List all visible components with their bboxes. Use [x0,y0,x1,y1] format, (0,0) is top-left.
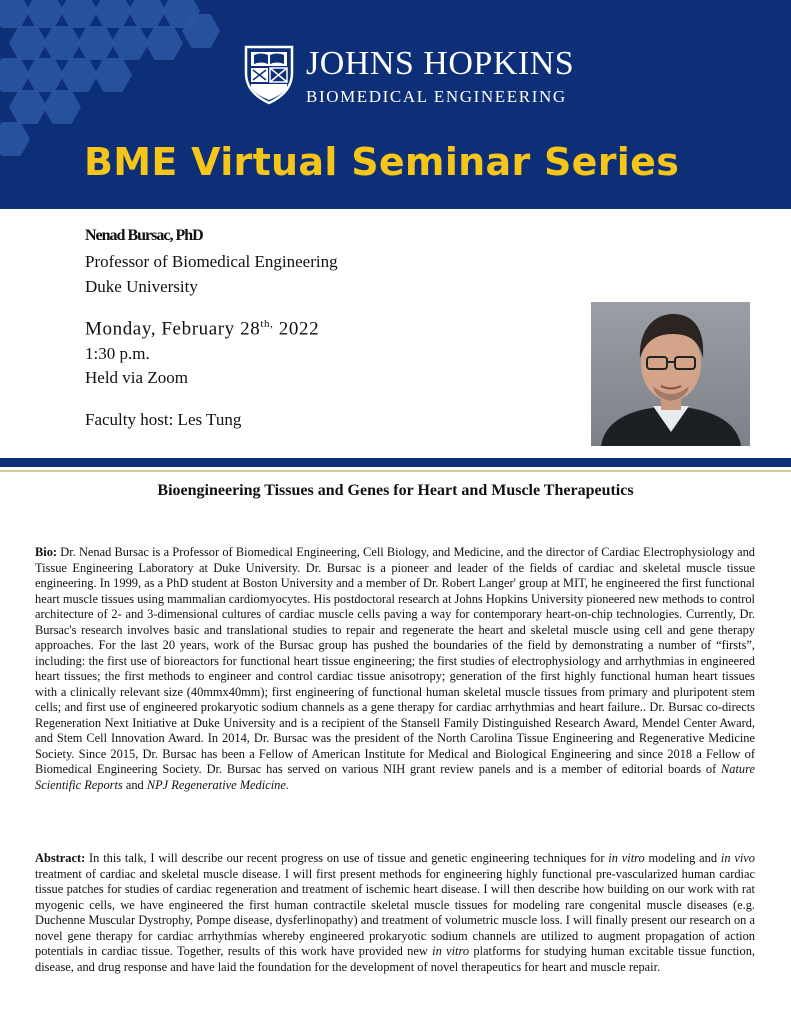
hexagon-decoration [145,26,183,60]
hexagon-decoration [111,26,149,60]
event-date [85,318,319,340]
hexagon-decoration [0,122,30,156]
speaker-portrait-illustration [591,302,750,446]
department-name: BIOMEDICAL ENGINEERING [306,87,567,106]
speaker-position: Professor of Biomedical Engineering [85,252,338,271]
hexagon-decoration [94,58,132,92]
hexagon-decoration [26,58,64,92]
hexagon-decoration [60,58,98,92]
abstract-text: modeling and [644,851,721,865]
bio-journal: Nature Scientific Reports [35,762,755,792]
abstract-emphasis: in vitro [608,851,645,865]
hexagon-decoration [77,26,115,60]
hexagon-decoration [26,0,64,28]
bio-text: Dr. Nenad Bursac is a Professor of Biomedical Engineering, Cell Biology, and Medicine, and the director of Cardiac Electrophysiology and Tissue Engineering Laboratory at Duke University. Dr. Bursac is a pioneer and leader of the fields of cardiac and skeletal muscle tissue engineering. In 1999, as a PhD student at Boston University and a member of Dr. Robert Langer' group at MIT, he engineered the first functional heart muscle tissues using mammalian cardiomyocytes. His postdoctoral research at Johns Hopkins University pioneered new methods to control architecture of 2- and 3-dimensional cultures of cardiac muscle cells paving a way for contemporary heart-on-chip technologies. Currently, Dr. Bursac's research involves basic and translational studies to repair and regenerate the heart and skeletal muscle using cell and gene therapy approaches. For the last 20 years, work of the Bursac group has pushed the boundaries of the field by demonstrating a number of “firsts”, including: the first use of bioreactors for functional heart tissue engineering; the first studies of electrophysiology and arrhythmias in engineered heart tissues; the first methods to engineer and control cardiac tissue anisotropy; generation of the first highly functional human heart tissues with a clinically relevant size (40mmx40mm); first engineering of functional human skeletal muscle tissues from primary and pluripotent stem cells; and first use of engineered prokaryotic sodium channels as a gene therapy for cardiac arrhythmias and heart failure.. Dr. Bursac co-directs Regeneration Next Initiative at Duke University and is a recipient of the Stansell Family Distinguished Research Award, Mendel Center Award, and Stem Cell Innovation Award. In 2014, Dr. Bursac was the president of the North Carolina Tissue Engineering and Regenerative Medicine Society. Since 2015, Dr. Bursac has been a Fellow of American Institute for Medical and Biological Engineering and since 2018 a Fellow of Biomedical Engineering Society. Dr. Bursac has served on various NIH grant review panels and is a member of editorial boards of [35,545,755,776]
abstract-paragraph [35,851,755,975]
series-title: BME Virtual Seminar Series [84,140,680,184]
bio-paragraph [35,545,755,793]
jhu-shield-icon [242,43,296,105]
divider-bar [0,458,791,467]
event-time: 1:30 p.m. [85,344,150,363]
abstract-label: Abstract: [35,851,86,865]
hexagon-decoration [9,26,47,60]
date-suffix: th, [260,318,274,330]
hexagon-decoration [43,90,81,124]
hexagon-decoration [43,26,81,60]
institution-name: JOHNS HOPKINS [306,45,575,82]
faculty-host: Faculty host: Les Tung [85,410,242,429]
abstract-text: platforms for studying human excitable tissue function, disease, and drug response and have laid the foundation for the development of novel therapeutics for heart and muscle repair. [35,944,755,974]
event-location: Held via Zoom [85,368,188,387]
bio-label: Bio: [35,545,58,559]
hexagon-decoration [9,90,47,124]
speaker-portrait [591,302,750,446]
speaker-affiliation: Duke University [85,277,198,296]
abstract-emphasis: in vitro [432,944,470,958]
abstract-text: treatment of cardiac and skeletal muscle disease. I will first present methods for engineering highly functional pre-vascularized human cardiac tissue patches for studies of cardiac regeneration and treatment of ischemic heart disease. I will then describe how building on our work with rat myogenic cells, we have engineered the first human contractile skeletal muscle tissues for modeling rare congenital muscle diseases (e.g. Duchenne Muscular Dystrophy, Pompe disease, dysferlinopathy) and treatment of volumetric muscle loss. I will finally present our research on a novel gene therapy for cardiac arrhythmias whereby engineered prokaryotic sodium channels are utilized to augment propagation of action potentials in cardiac tissue. Together, results of this work have provided new [35,866,755,958]
event-year: 2022 [273,318,320,340]
event-date-text: Monday, February 28 [85,318,261,340]
speaker-name: Nenad Bursac, PhD [85,227,203,244]
talk-title: Bioengineering Tissues and Genes for Heart and Muscle Therapeutics [157,482,634,499]
header-banner [0,0,791,209]
hexagon-decoration [94,0,132,28]
abstract-emphasis: in vivo [720,851,755,865]
divider-line [0,470,791,472]
bio-journal: NPJ Regenerative Medicine. [146,777,289,792]
bio-text: and [122,777,147,792]
abstract-text: In this talk, I will describe our recent progress on use of tissue and genetic engineering techniques for [85,851,609,865]
hexagon-decoration [60,0,98,28]
hexagon-decoration [128,0,166,28]
hexagon-decoration [0,0,30,28]
hexagon-decoration [0,58,30,92]
